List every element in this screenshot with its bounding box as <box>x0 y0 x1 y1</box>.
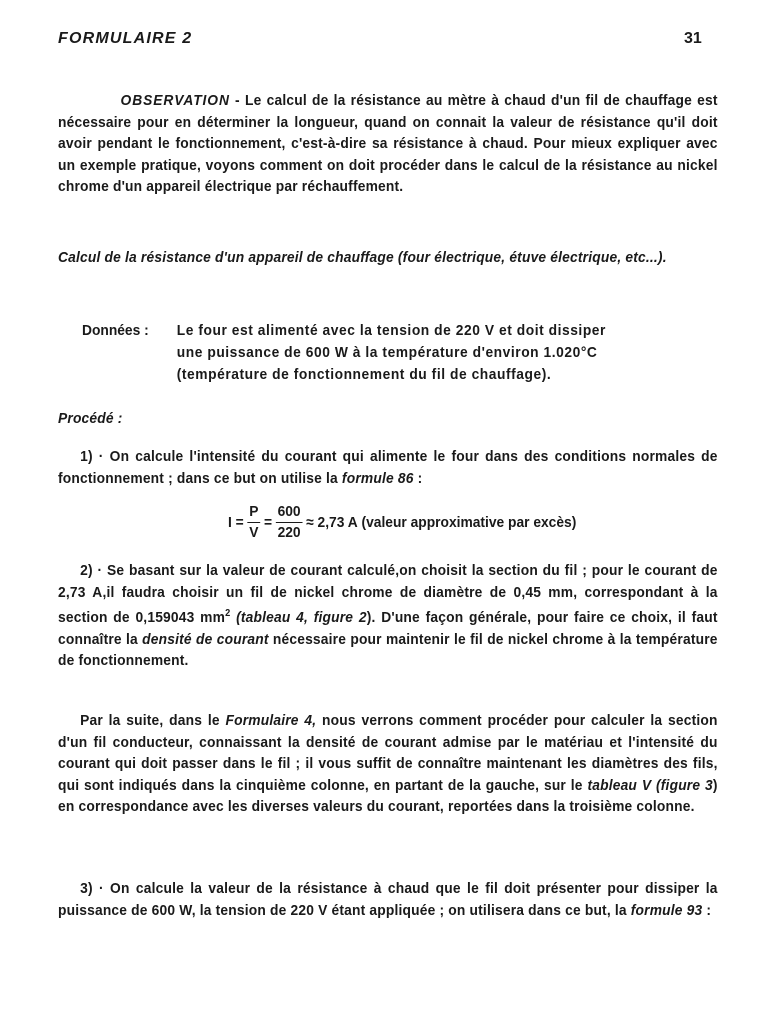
fraction-p-over-v: $\frac{P}{V}$ <box>249 503 259 541</box>
page-number: 31 <box>684 30 702 47</box>
densite-ref: densité de courant <box>142 630 269 648</box>
formula-93-ref: formule 93 <box>630 901 703 919</box>
formula-86-ref: formule 86 <box>341 469 414 487</box>
step-1-paragraph: 1) · On calcule l'intensité du courant qui alimente le four dans des conditions normales de fonctionnement ; dans ce but on utilise la formule 86 : <box>58 448 718 487</box>
current-equation <box>228 502 576 543</box>
fraction-600-over-220: $\frac{600}{220}$ <box>277 503 301 541</box>
donnees-line: une puissance de 600 W à la température d'environ 1.020°C <box>176 344 598 361</box>
step-2-paragraph: 2) · Se basant sur la valeur de courant calculé,on choisit la section du fil ; pour le courant de 2,73 A,il faudra choisir un fil de nickel chrome de diamètre de 0,45 mm, correspondant à la section de 0,159043 $mm^2$ (tableau 4, figure 2). D'une façon générale, pour faire ce choix, il faut connaître la densité de courant nécessaire pour maintenir le fil de nickel chrome à la température de fonctionnement. <box>58 562 718 669</box>
donnees-line: (température de fonctionnement du fil de chauffage). <box>176 366 552 383</box>
step-3-paragraph: 3) · On calcule la valeur de la résistance à chaud que le fil doit présenter pour dissiper la puissance de 600 W, la tension de 220 V étant appliquée ; on utilisera dans ce but, la formule 93 : <box>58 880 718 919</box>
running-header: FORMULAIRE 2 <box>58 30 193 47</box>
tableau-4-ref: (tableau 4, figure 2 <box>236 609 367 626</box>
suite-paragraph: Par la suite, dans le Formulaire 4, nous verrons comment procéder pour calculer la section d'un fil conducteur, connaissant la densité de courant admise par le matériau et l'intensité du courant qui doit passer dans le fil ; il vous suffit de connaître maintenant les diamètres des fils, qui sont indiqués dans la cinquième colonne, en partant de la gauche, sur le tableau V (figure 3) en correspondance avec les diverses valeurs du courant, reportées dans la troisième colonne. <box>58 712 718 815</box>
equals-sign: = <box>263 514 273 531</box>
equation-note: (valeur approximative par excès) <box>361 514 577 531</box>
donnees-line: Le four est alimenté avec la tension de 220 V et doit dissiper <box>176 322 606 339</box>
formulaire-4-ref: Formulaire 4, <box>225 712 317 729</box>
donnees-label: Données : <box>82 322 149 339</box>
tableau-v-ref: tableau V (figure 3 <box>587 776 713 794</box>
section-title: Calcul de la résistance d'un appareil de chauffage (four électrique, étuve électrique, etc...). <box>58 249 667 266</box>
equation-lhs: I = <box>228 514 244 531</box>
procede-label: Procédé : <box>58 410 123 427</box>
equation-result: ≈ 2,73 A <box>306 514 358 531</box>
observation-paragraph: OBSERVATION - Le calcul de la résistance au mètre à chaud d'un fil de chauffage est nécessaire pour en déterminer la longueur, quand on connait la valeur de résistance qu'il doit avoir pendant le fonctionnement, c'est-à-dire sa résistance à chaud. Pour mieux expliquer avec un exemple pratique, voyons comment on doit procéder dans le calcul de la résistance au nickel chrome d'un appareil électrique par réchauffement. <box>58 92 718 195</box>
donnees-block <box>82 320 726 386</box>
observation-label: OBSERVATION <box>120 92 230 109</box>
